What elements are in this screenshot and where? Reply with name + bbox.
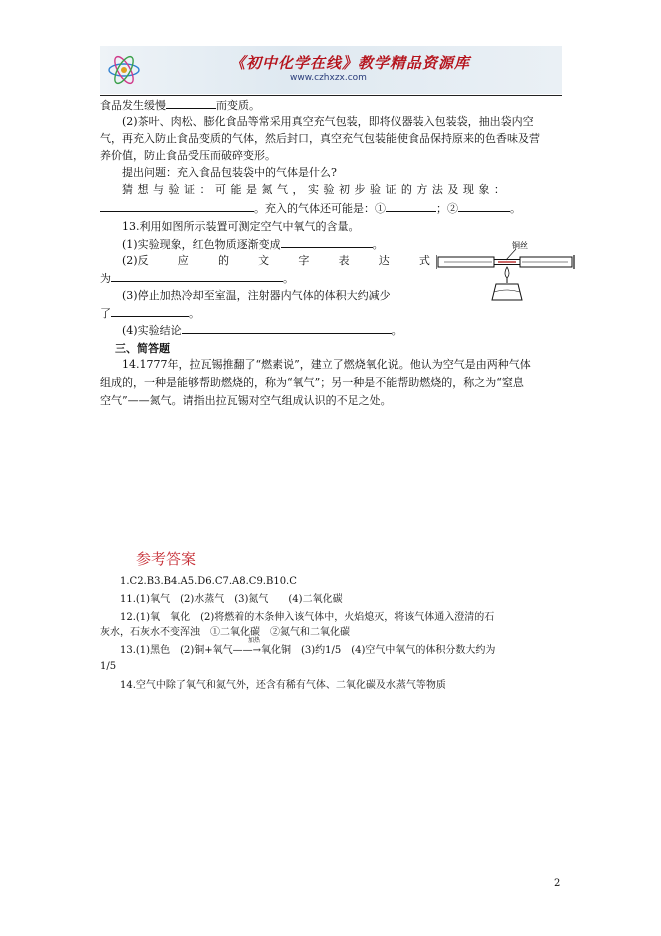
q14-line1 (100, 357, 562, 373)
answer-13-line1: 13.(1)黑色 (2)铜+氧气——→氧化铜 (3)约1/5 (4)空气中氧气的体积分数大约为 (120, 645, 496, 656)
answer-11: 11.(1)氧气 (2)水蒸气 (3)氮气 (4)二氧化碳 (120, 594, 343, 605)
q12-guess-tail (100, 200, 562, 217)
q13-p1-post: 。 (372, 238, 384, 251)
q14-line3: 空气”——氮气。请指出拉瓦锡对空气组成认识的不足之处。 (100, 394, 392, 407)
page-number: 2 (554, 878, 561, 889)
q12-p2-line2: 气，再充入防止食品变质的气体，然后封口，真空充气包装能使食品保持原来的色香味及营 (100, 132, 540, 145)
q13-p2-pre: 为 (100, 272, 111, 285)
q12-line1 (100, 97, 562, 114)
q13-p2-char: 文 (258, 254, 270, 267)
answers-title: 参考答案 (136, 550, 197, 568)
q13-p3-pre: 了 (100, 307, 111, 320)
q13-p2-char: 表 (338, 254, 350, 267)
answer-12-line1: 12.(1)氧 氧化 (2)将燃着的木条伸入该气体中，火焰熄灭，将该气体通入澄清的石 (120, 612, 495, 623)
answer-blank (386, 200, 436, 212)
section-title: 三、简答题 (115, 342, 170, 355)
q12-line1-post: 而变质。 (216, 99, 260, 112)
q13-p4 (100, 322, 562, 339)
syringe-apparatus-diagram (436, 240, 578, 304)
q14-text1: 14.1777年，拉瓦锡推翻了“燃素说”，建立了燃烧氧化说。他认为空气是由两种气体 (122, 358, 531, 371)
q12-guess-text: 猜 想 与 验 证 ： 可 能 是 氮 气 ， 实 验 初 步 验 证 的 方 法 及 现 象 ： (122, 183, 506, 196)
q13-p2-char: 式 (418, 254, 430, 267)
answer-blank (100, 200, 254, 212)
q13-intro-text: 13.利用如图所示装置可测定空气中氧气的含量。 (122, 220, 360, 233)
q13-p3-text: (3)停止加热冷却至室温，注射器内气体的体积大约减少 (122, 289, 391, 302)
answer-14: 14.空气中除了氧气和氮气外，还含有稀有气体、二氧化碳及水蒸气等物质 (120, 680, 446, 691)
reaction-condition: 加热 (248, 637, 261, 644)
q13-p4-pre: (4)实验结论 (122, 324, 182, 337)
q13-intro (100, 219, 562, 235)
header-url: www.czhxzx.com (290, 73, 367, 83)
q12-p2-line1 (100, 114, 562, 130)
header-divider (100, 95, 562, 96)
q12-p2-line3: 养价值，防止食品受压而破碎变形。 (100, 149, 276, 162)
answer-blank (111, 270, 283, 282)
q13-p2-char: 字 (298, 254, 310, 267)
answer-13-line2: 1/5 (100, 661, 117, 672)
q13-p2-char: 的 (217, 254, 229, 267)
q12-question (100, 165, 562, 181)
q13-p2-line1 (100, 253, 430, 269)
q13-p2-char: (2)反 (122, 254, 149, 267)
q12-guess (100, 182, 562, 198)
answer-12-line2: 灰水，石灰水不变浑浊 ①二氧化碳 ②氮气和二氧化碳 (100, 627, 350, 638)
q13-p1-pre: (1)实验现象，红色物质逐渐变成 (122, 238, 281, 251)
answer-blank (111, 305, 189, 317)
q13-p3-line2 (100, 305, 562, 322)
q13-p4-post: 。 (391, 324, 403, 337)
q12-p2-text1: (2)茶叶、肉松、膨化食品等常采用真空充气包装，即将仪器装入包装袋，抽出袋内空 (122, 115, 534, 128)
q12-question-text: 提出问题：充入食品包装袋中的气体是什么? (122, 166, 337, 179)
answer-blank (458, 200, 510, 212)
q12-guess-mid: 。充入的气体还可能是：① (254, 202, 386, 215)
answer-blank (182, 322, 392, 334)
q13-p2-char: 达 (378, 254, 390, 267)
q12-guess-sep: ；② (436, 202, 458, 215)
q13-p2-char: 应 (177, 254, 189, 267)
q12-line1-pre: 食品发生缓慢 (100, 99, 166, 112)
answer-blank (281, 236, 373, 248)
answer-1-10: 1.C2.B3.B4.A5.D6.C7.A8.C9.B10.C (120, 576, 297, 587)
q12-guess-end: 。 (510, 202, 521, 215)
atom-logo-icon (106, 51, 142, 89)
q13-p2-post: 。 (283, 272, 294, 285)
apparatus-label: 铜丝 (512, 241, 528, 250)
answer-blank (166, 97, 216, 109)
q13-p3-post: 。 (189, 307, 200, 320)
q14-line2: 组成的，一种是能够帮助燃烧的，称为“氧气”；另一种是不能帮助燃烧的，称之为“窒息 (100, 376, 524, 389)
header-title: 《初中化学在线》教学精品资源库 (230, 54, 471, 72)
